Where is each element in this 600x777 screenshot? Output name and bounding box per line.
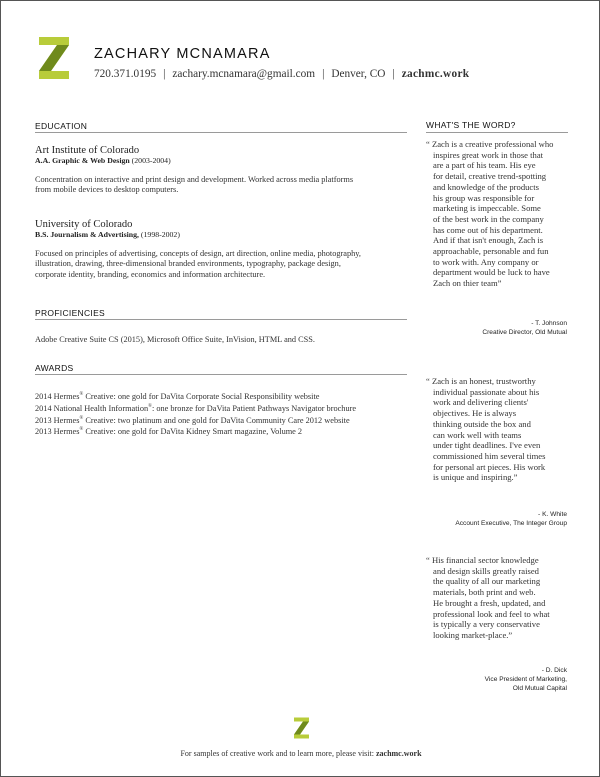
z-logo-icon	[37, 37, 71, 79]
education-description: Focused on principles of advertising, concepts of design, art direction, online media, photography, illustration, drawing, three-dimensional branded environments, typography, package design, corporate identity, branding, economics and information architecture.	[35, 249, 361, 279]
testimonial-quote: “ Zach is a creative professional who inspires great work in those that are a part of his team. His eye for detail, creative trend-spotting and knowledge of the products his group was responsible for marketing is impeccable. Some of the best work in the company has come out of his department. And if that isn't enough, Zach is approachable, personable and fun to work with. Any company or department would be luck to have Zach on thier team”	[426, 139, 554, 289]
phone: 720.371.0195	[94, 68, 157, 80]
divider	[35, 374, 407, 375]
awards-list	[35, 390, 356, 437]
degree: B.S. Journalism & Advertising, (1998-2002)	[35, 230, 180, 239]
education-heading: EDUCATION	[35, 121, 88, 131]
testimonial-quote: “ Zach is an honest, trustworthy individual passionate about his work and delivering clients' objectives. He is always thinking outside the box and can work well with teams under tight deadlines. I've even commissioned him several times for personal art pieces. His work is unique and inspiring.”	[426, 376, 546, 483]
footer-note: For samples of creative work and to learn more, please visit: zachmc.work	[180, 749, 422, 758]
separator: |	[392, 68, 395, 80]
location: Denver, CO	[331, 68, 386, 80]
awards-heading: AWARDS	[35, 363, 74, 373]
award-item: 2013 Hermes® Creative: two platinum and one gold for DaVita Community Care 2012 website	[35, 415, 350, 425]
testimonial-attribution: - K. White Account Executive, The Integer Group	[455, 511, 567, 528]
education-entry	[35, 145, 353, 196]
separator: |	[163, 68, 166, 80]
school-name: University of Colorado	[35, 219, 133, 230]
divider	[35, 319, 407, 320]
degree: A.A. Graphic & Web Design (2003-2004)	[35, 156, 171, 165]
proficiencies-text: Adobe Creative Suite CS (2015), Microsoft Office Suite, InVision, HTML and CSS.	[35, 335, 315, 344]
z-logo-icon	[293, 717, 310, 739]
email[interactable]: zachary.mcnamara@gmail.com	[172, 68, 316, 80]
website-link[interactable]: zachmc.work	[401, 68, 470, 80]
testimonial-attribution: - D. Dick Vice President of Marketing, Old Mutual Capital	[484, 667, 567, 693]
award-item: 2013 Hermes® Creative: one gold for DaVita Kidney Smart magazine, Volume 2	[35, 427, 303, 437]
testimonials-heading: WHAT'S THE WORD?	[426, 120, 516, 130]
education-description: Concentration on interactive and print design and development. Worked across media platforms from mobile devices to desktop computers.	[35, 175, 354, 195]
divider	[35, 132, 407, 133]
award-item: 2014 National Health Information®: one bronze for DaVita Patient Pathways Navigator brochure	[35, 403, 357, 413]
testimonial-attribution: - T. Johnson Creative Director, Old Mutual	[482, 320, 567, 337]
award-item: 2014 Hermes® Creative: one gold for DaVita Corporate Social Responsibility website	[35, 391, 320, 401]
applicant-name: ZACHARY MCNAMARA	[94, 46, 271, 62]
testimonial-quote: “ His financial sector knowledge and design skills greatly raised the quality of all our marketing materials, both print and web. He brought a fresh, updated, and professional look and feel to what is typically a very conservative looking market-place.”	[426, 555, 550, 640]
divider	[426, 132, 568, 133]
footer-website-link[interactable]: zachmc.work	[375, 749, 422, 758]
contact-line	[94, 68, 469, 80]
school-name: Art Institute of Colorado	[35, 145, 140, 156]
separator: |	[322, 68, 325, 80]
education-entry	[35, 219, 361, 280]
proficiencies-heading: PROFICIENCIES	[35, 308, 106, 318]
